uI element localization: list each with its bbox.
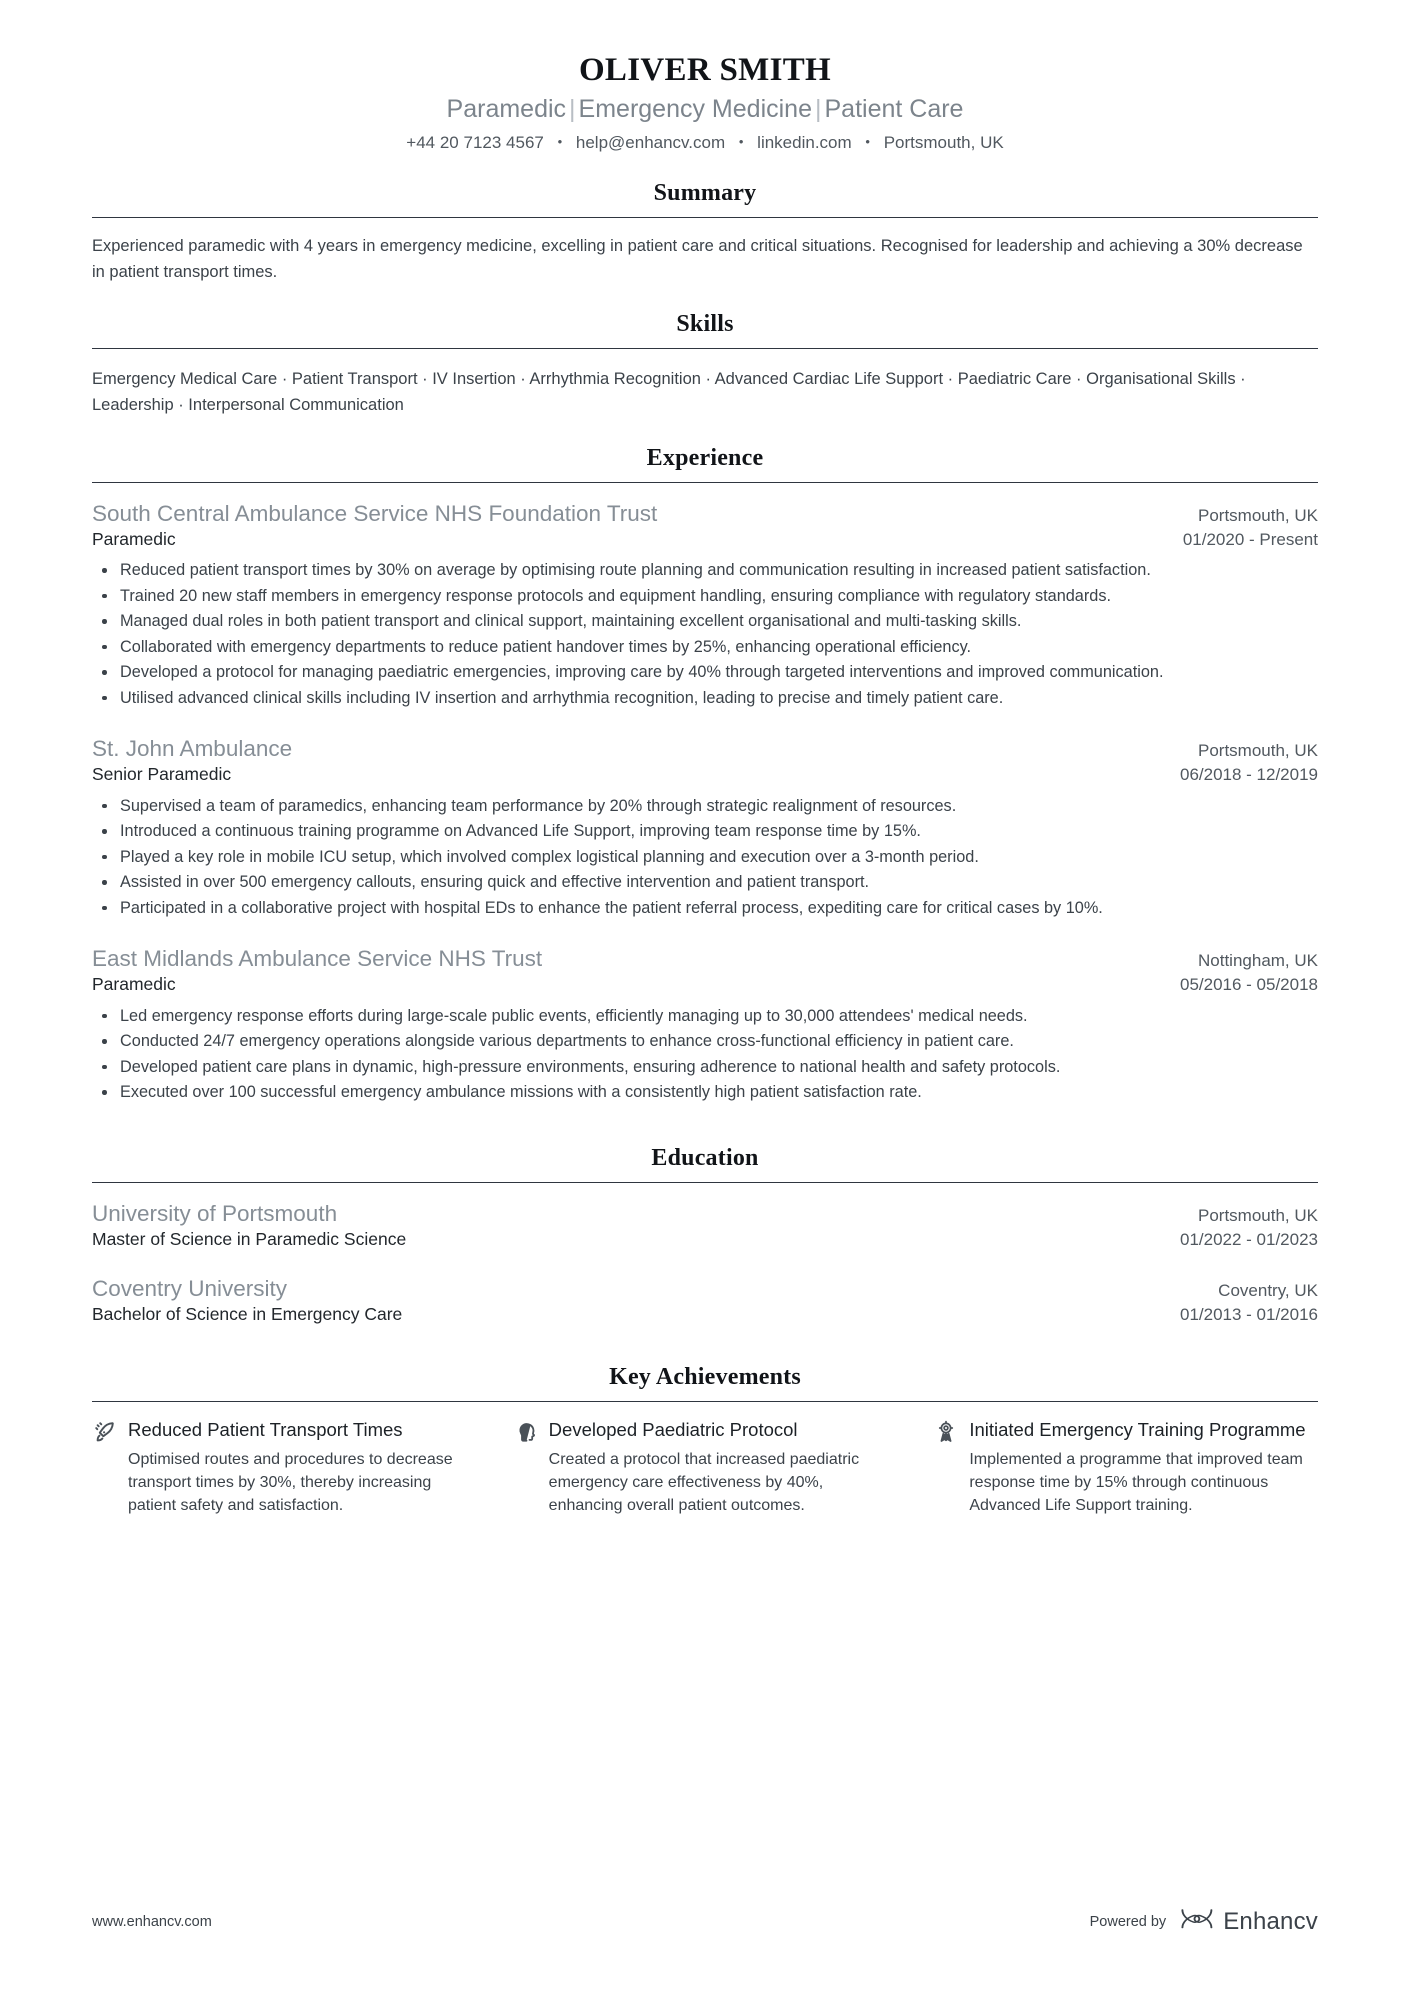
experience-dates: 06/2018 - 12/2019 xyxy=(1179,765,1318,785)
achievement-body xyxy=(969,1418,1318,1517)
education-entry xyxy=(92,1274,1318,1327)
experience-entry-top xyxy=(92,944,1318,973)
enhancv-logo-icon xyxy=(1180,1906,1214,1937)
section-skills xyxy=(92,311,1318,418)
experience-bullet: Led emergency response efforts during large-scale public events, efficiently managing up to 30,000 attendees' medical needs. xyxy=(118,1004,1318,1028)
experience-entry-sub xyxy=(92,528,1318,552)
experience-location: Portsmouth, UK xyxy=(1198,505,1318,525)
experience-organisation: South Central Ambulance Service NHS Foundation Trust xyxy=(92,500,658,526)
achievement-item xyxy=(933,1418,1318,1517)
headline-separator-1: | xyxy=(569,95,576,124)
education-institution: Coventry University xyxy=(92,1275,288,1301)
education-dates: 01/2022 - 01/2023 xyxy=(1179,1229,1318,1249)
experience-bullet: Introduced a continuous training programme on Advanced Life Support, improving team response time by 15%. xyxy=(118,819,1318,843)
candidate-name: OLIVER SMITH xyxy=(578,52,832,88)
section-summary xyxy=(92,180,1318,286)
achievement-description: Optimised routes and procedures to decrease transport times by 30%, thereby increasing patient safety and satisfaction. xyxy=(128,1450,453,1514)
headline-part-2: Emergency Medicine xyxy=(578,95,812,124)
headline-part-1: Paramedic xyxy=(446,95,567,124)
footer-website-url[interactable]: www.enhancv.com xyxy=(92,1913,212,1930)
experience-bullet: Developed a protocol for managing paediatric emergencies, improving care by 40% through targeted interventions and improved communication. xyxy=(118,660,1318,684)
section-divider xyxy=(92,1182,1318,1183)
education-entry xyxy=(92,1199,1318,1252)
contact-location: Portsmouth, UK xyxy=(883,132,1004,152)
experience-bullet: Participated in a collaborative project with hospital EDs to enhance the patient referral process, expediting care for critical cases by 10%. xyxy=(118,896,1318,920)
key-achievements-title: Key Achievements xyxy=(609,1364,801,1391)
experience-bullet: Executed over 100 successful emergency ambulance missions with a consistently high patient satisfaction rate. xyxy=(118,1080,1318,1104)
education-institution: University of Portsmouth xyxy=(92,1200,338,1226)
experience-bullet: Played a key role in mobile ICU setup, which involved complex logistical planning and execution over a 3-month period. xyxy=(118,845,1318,869)
contact-separator-icon: • xyxy=(738,133,744,149)
experience-bullet: Developed patient care plans in dynamic, high-pressure environments, ensuring adherence to national health and safety protocols. xyxy=(118,1055,1318,1079)
section-key-achievements xyxy=(92,1364,1318,1517)
education-location: Portsmouth, UK xyxy=(1198,1205,1318,1225)
experience-bullet: Utilised advanced clinical skills including IV insertion and arrhythmia recognition, leading to precise and timely patient care. xyxy=(118,686,1318,710)
experience-location: Portsmouth, UK xyxy=(1198,741,1318,761)
section-education xyxy=(92,1145,1318,1327)
experience-entry-sub xyxy=(92,973,1318,997)
experience-bullets xyxy=(92,794,1318,920)
education-location: Coventry, UK xyxy=(1218,1280,1318,1300)
experience-dates: 05/2016 - 05/2018 xyxy=(1179,975,1318,995)
headline-part-3: Patient Care xyxy=(824,95,964,124)
experience-bullet: Assisted in over 500 emergency callouts, ensuring quick and effective intervention and patient transport. xyxy=(118,870,1318,894)
head-profile-icon xyxy=(513,1418,539,1448)
section-divider xyxy=(92,217,1318,218)
achievement-body xyxy=(549,1418,898,1517)
experience-bullet: Supervised a team of paramedics, enhancing team performance by 20% through strategic realignment of resources. xyxy=(118,794,1318,818)
achievement-description: Created a protocol that increased paediatric emergency care effectiveness by 40%, enhancing overall patient outcomes. xyxy=(548,1450,860,1514)
experience-entry-top xyxy=(92,499,1318,528)
achievement-item xyxy=(92,1418,477,1517)
experience-bullet: Conducted 24/7 emergency operations alongside various departments to enhance cross-functional efficiency in patient care. xyxy=(118,1029,1318,1053)
experience-bullets xyxy=(92,558,1318,710)
award-ribbon-icon xyxy=(933,1418,959,1448)
experience-entry-top xyxy=(92,734,1318,763)
enhancv-brand xyxy=(1180,1906,1318,1937)
contact-separator-icon: • xyxy=(557,133,563,149)
powered-by-label: Powered by xyxy=(1089,1913,1167,1930)
resume-header xyxy=(92,52,1318,154)
experience-bullets xyxy=(92,1004,1318,1105)
section-divider xyxy=(92,348,1318,349)
experience-entry xyxy=(92,944,1318,1105)
section-experience xyxy=(92,445,1318,1105)
experience-bullet: Managed dual roles in both patient transport and clinical support, maintaining excellent organisational and multi-tasking skills. xyxy=(118,609,1318,633)
skills-list: Emergency Medical Care · Patient Transport · IV Insertion · Arrhythmia Recognition · Advanced Cardiac Life Support · Paediatric Care · Organisational Skills · Leadership · Interpersonal Communication xyxy=(92,369,1246,415)
section-divider xyxy=(92,482,1318,483)
education-entry-top xyxy=(92,1199,1318,1228)
experience-role: Paramedic xyxy=(92,974,176,995)
experience-organisation: St. John Ambulance xyxy=(92,736,293,762)
skills-title: Skills xyxy=(676,311,734,338)
achievement-body xyxy=(128,1418,477,1517)
education-degree: Master of Science in Paramedic Science xyxy=(92,1228,407,1249)
candidate-headline xyxy=(92,94,1318,125)
achievement-title: Reduced Patient Transport Times xyxy=(128,1419,403,1441)
achievement-description: Implemented a programme that improved team response time by 15% through continuous Advanced Life Support training. xyxy=(969,1450,1303,1514)
experience-role: Senior Paramedic xyxy=(92,764,232,785)
achievement-item xyxy=(513,1418,898,1517)
achievement-title: Initiated Emergency Training Programme xyxy=(969,1419,1306,1441)
experience-bullet: Reduced patient transport times by 30% on average by optimising route planning and communication resulting in increased patient satisfaction. xyxy=(118,558,1318,582)
section-divider xyxy=(92,1401,1318,1402)
education-entry-top xyxy=(92,1274,1318,1303)
education-degree: Bachelor of Science in Emergency Care xyxy=(92,1303,403,1324)
experience-title: Experience xyxy=(646,444,764,471)
contact-email[interactable]: help@enhancv.com xyxy=(575,132,726,152)
experience-entry xyxy=(92,734,1318,920)
enhancv-brand-name: Enhancv xyxy=(1223,1907,1318,1935)
contact-linkedin[interactable]: linkedin.com xyxy=(757,132,852,152)
experience-organisation: East Midlands Ambulance Service NHS Trust xyxy=(92,946,543,972)
contact-separator-icon: • xyxy=(865,133,870,149)
headline-separator-2: | xyxy=(814,95,822,124)
education-dates: 01/2013 - 01/2016 xyxy=(1179,1304,1318,1324)
achievements-grid xyxy=(92,1418,1318,1517)
rocket-launch-icon xyxy=(92,1418,118,1448)
page-footer xyxy=(92,1906,1318,1937)
education-entry-sub xyxy=(92,1228,1318,1252)
experience-entry xyxy=(92,499,1318,711)
summary-title: Summary xyxy=(653,179,757,206)
experience-dates: 01/2020 - Present xyxy=(1182,529,1318,549)
education-title: Education xyxy=(651,1144,759,1171)
footer-branding xyxy=(1090,1906,1318,1937)
contact-line xyxy=(92,132,1318,154)
contact-phone: +44 20 7123 4567 xyxy=(406,132,544,152)
summary-text: Experienced paramedic with 4 years in emergency medicine, excelling in patient care and critical situations. Recognised for leadership and achieving a 30% decrease in patient transport times. xyxy=(92,237,1303,281)
education-entry-sub xyxy=(92,1303,1318,1327)
experience-bullet: Collaborated with emergency departments to reduce patient handover times by 25%, enhancing operational efficiency. xyxy=(118,635,1318,659)
experience-bullet: Trained 20 new staff members in emergency response protocols and equipment handling, ensuring compliance with regulatory standards. xyxy=(118,584,1318,608)
experience-role: Paramedic xyxy=(92,528,176,549)
achievement-title: Developed Paediatric Protocol xyxy=(548,1419,798,1441)
experience-entry-sub xyxy=(92,763,1318,787)
experience-location: Nottingham, UK xyxy=(1198,951,1318,971)
